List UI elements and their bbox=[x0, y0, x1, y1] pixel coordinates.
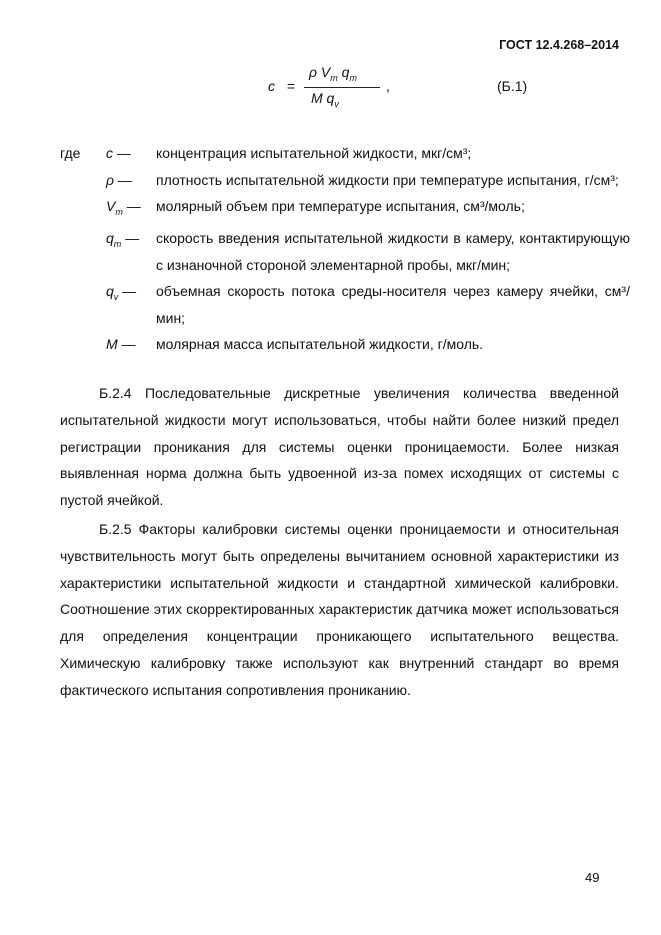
formula-equals: = bbox=[287, 78, 296, 94]
page-number: 49 bbox=[585, 870, 600, 885]
definition-row bbox=[60, 278, 630, 331]
definition-symbol: ρ — bbox=[106, 171, 132, 188]
document-header: ГОСТ 12.4.268–2014 bbox=[499, 38, 619, 52]
definition-text: молярный объем при температуре испытания, см³/моль; bbox=[156, 198, 525, 214]
formula-number: (Б.1) bbox=[497, 78, 528, 94]
definition-row bbox=[60, 193, 630, 225]
definition-where: где bbox=[60, 145, 81, 161]
formula-denominator: M $q_v$ bbox=[311, 90, 339, 109]
definition-symbol: M — bbox=[106, 336, 136, 353]
definition-symbol: $q_m$ — bbox=[106, 230, 140, 250]
definition-row bbox=[60, 140, 630, 167]
definition-row bbox=[60, 167, 630, 194]
formula-comma: , bbox=[386, 78, 390, 94]
definition-text: плотность испытательной жидкости при температуре испытания, г/см³; bbox=[156, 171, 619, 188]
definition-text: скорость введения испытательной жидкости в камеру, контактирующую с изнаночной стороной элементарной пробы, мкг/мин; bbox=[156, 230, 630, 273]
definition-row bbox=[60, 225, 630, 278]
definition-symbol: $q_v$ — bbox=[106, 283, 137, 303]
body-text bbox=[60, 380, 619, 706]
definition-symbol: $V_m$ — bbox=[106, 198, 141, 217]
formula-lhs: c bbox=[268, 78, 275, 94]
paragraph-b25: Б.2.5 Факторы калибровки системы оценки проницаемости и относительная чувствительность могут быть определены вычитанием основной характеристики из характеристики испытательной жидкости и стандартной химической калибровки. Соотношение этих скорректированных характеристик датчика может использоваться для определения концентрации проникающего испытательного вещества. Химическую калибровку также используют как внутренний стандарт во время фактического испытания сопротивления прониканию. bbox=[60, 520, 619, 698]
formula-b1 bbox=[0, 60, 661, 110]
definition-text: объемная скорость потока среды-носителя через камеру ячейки, см³/мин; bbox=[156, 283, 630, 326]
fraction-bar bbox=[304, 87, 380, 88]
definition-row bbox=[60, 331, 630, 358]
definition-text: концентрация испытательной жидкости, мкг/см³; bbox=[156, 145, 472, 161]
paragraph-b24: Б.2.4 Последовательные дискретные увеличения количества введенной испытательной жидкости могут использоваться, чтобы найти более низкий предел регистрации проникания для системы оценки проницаемости. Более низкая выявленная норма должна быть удвоенной из-за помех исходящих от системы с пустой ячейкой. bbox=[60, 385, 619, 509]
definitions-list bbox=[60, 140, 630, 358]
formula-numerator: ρ $V_m$ $q_m$ bbox=[309, 64, 357, 83]
definition-text: молярная масса испытательной жидкости, г/моль. bbox=[156, 336, 484, 353]
definition-symbol: c — bbox=[106, 145, 131, 161]
